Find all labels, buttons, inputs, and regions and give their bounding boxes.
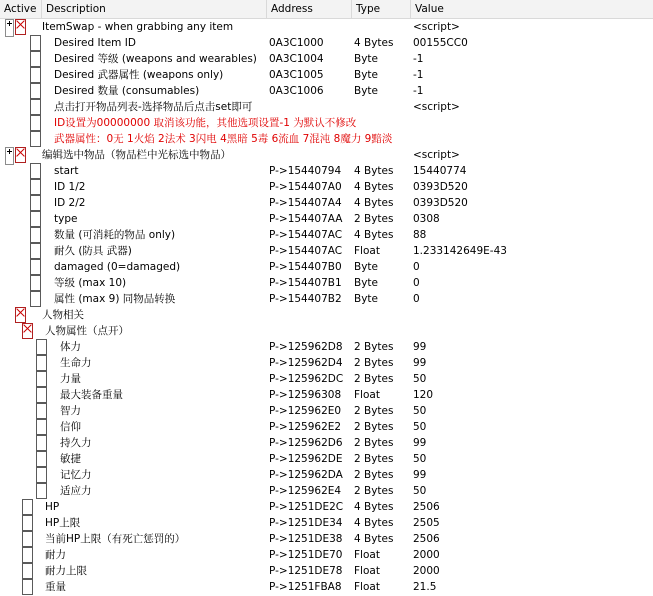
row-description[interactable]: Desired 数量 (consumables) (54, 85, 200, 97)
row-description[interactable]: 耐力上限 (45, 565, 87, 577)
row-address[interactable]: P->125962DC (269, 373, 344, 385)
table-row[interactable] (0, 387, 653, 403)
active-checkbox[interactable] (15, 307, 26, 323)
table-row[interactable] (0, 99, 653, 115)
row-type[interactable]: 4 Bytes (354, 165, 394, 177)
row-type[interactable]: 4 Bytes (354, 533, 394, 545)
row-address[interactable] (269, 323, 351, 339)
row-address[interactable]: P->154407AC (269, 245, 343, 257)
row-type[interactable]: 2 Bytes (354, 373, 394, 385)
row-description[interactable]: 人物相关 (42, 309, 84, 321)
row-address[interactable]: P->125962DA (269, 469, 343, 481)
row-value[interactable]: 0393D520 (413, 181, 468, 193)
active-checkbox[interactable] (30, 195, 41, 211)
row-value[interactable]: 2505 (413, 517, 440, 529)
row-value[interactable]: 99 (413, 357, 427, 369)
row-type[interactable]: 4 Bytes (354, 517, 394, 529)
active-checkbox[interactable] (30, 131, 41, 147)
row-description[interactable]: 耐久 (防具 武器) (54, 245, 132, 257)
active-checkbox[interactable] (15, 147, 26, 163)
row-description[interactable]: 适应力 (60, 485, 92, 497)
row-address[interactable] (269, 147, 351, 163)
table-row[interactable] (0, 419, 653, 435)
table-row[interactable] (0, 259, 653, 275)
row-address[interactable] (269, 115, 351, 131)
table-row[interactable] (0, 451, 653, 467)
active-checkbox[interactable] (22, 563, 33, 579)
row-address[interactable]: P->125962D8 (269, 341, 343, 353)
row-description[interactable]: 体力 (60, 341, 81, 353)
active-checkbox[interactable] (30, 115, 41, 131)
row-value[interactable]: 0 (413, 277, 420, 289)
row-address[interactable]: 0A3C1005 (269, 69, 324, 81)
row-type[interactable]: Float (354, 581, 380, 593)
row-description[interactable]: HP (45, 501, 60, 513)
active-checkbox[interactable] (30, 179, 41, 195)
row-description[interactable]: 数量 (可消耗的物品 only) (54, 229, 176, 241)
row-address[interactable] (269, 99, 351, 115)
table-row[interactable] (0, 19, 653, 35)
table-row[interactable] (0, 467, 653, 483)
active-checkbox[interactable] (30, 51, 41, 67)
row-value[interactable]: -1 (413, 69, 424, 81)
active-checkbox[interactable] (36, 371, 47, 387)
row-address[interactable]: P->15440794 (269, 165, 342, 177)
row-description[interactable]: 智力 (60, 405, 81, 417)
row-type[interactable]: Byte (354, 261, 378, 273)
row-address[interactable]: P->1251DE2C (269, 501, 344, 513)
active-checkbox[interactable] (36, 483, 47, 499)
active-checkbox[interactable] (36, 467, 47, 483)
row-address[interactable]: P->154407B1 (269, 277, 342, 289)
row-address[interactable]: P->125962D4 (269, 357, 343, 369)
row-type[interactable]: 2 Bytes (354, 453, 394, 465)
row-address[interactable]: P->125962DE (269, 453, 343, 465)
row-type[interactable]: 4 Bytes (354, 197, 394, 209)
row-type[interactable] (354, 115, 410, 131)
row-description[interactable]: 人物属性（点开） (45, 325, 129, 337)
row-address[interactable]: P->125962D6 (269, 437, 343, 449)
row-description[interactable]: 重量 (45, 581, 66, 593)
table-row[interactable] (0, 195, 653, 211)
active-checkbox[interactable] (30, 243, 41, 259)
row-type[interactable]: 4 Bytes (354, 229, 394, 241)
row-description[interactable]: 敏捷 (60, 453, 81, 465)
table-row[interactable] (0, 499, 653, 515)
active-checkbox[interactable] (36, 339, 47, 355)
row-type[interactable] (354, 323, 410, 339)
row-type[interactable] (354, 19, 410, 35)
row-type[interactable]: 2 Bytes (354, 437, 394, 449)
active-checkbox[interactable] (22, 547, 33, 563)
row-value[interactable]: 99 (413, 341, 427, 353)
row-description[interactable]: 最大装备重量 (60, 389, 123, 401)
column-address[interactable]: Address (267, 0, 352, 18)
row-value[interactable]: 00155CC0 (413, 37, 468, 49)
row-value[interactable]: 15440774 (413, 165, 467, 177)
row-type[interactable] (354, 147, 410, 163)
row-value[interactable]: 0308 (413, 213, 440, 225)
row-description[interactable]: 力量 (60, 373, 81, 385)
table-row[interactable] (0, 323, 653, 339)
column-type[interactable]: Type (352, 0, 411, 18)
column-header (0, 0, 653, 19)
row-type[interactable]: 2 Bytes (354, 405, 394, 417)
row-value[interactable]: 120 (413, 389, 434, 401)
row-description[interactable]: 等级 (max 10) (54, 277, 127, 289)
row-description[interactable]: Desired 等级 (weapons and wearables) (54, 53, 257, 65)
row-address[interactable]: P->1251DE34 (269, 517, 343, 529)
row-type[interactable]: 2 Bytes (354, 341, 394, 353)
row-value[interactable]: 0 (413, 293, 420, 305)
row-address[interactable]: P->1251DE38 (269, 533, 343, 545)
row-type[interactable]: 2 Bytes (354, 213, 394, 225)
column-active[interactable]: Active (0, 0, 42, 18)
row-value[interactable]: -1 (413, 53, 424, 65)
table-row[interactable] (0, 275, 653, 291)
active-checkbox[interactable] (15, 19, 26, 35)
row-type[interactable]: Float (354, 389, 380, 401)
row-value[interactable]: 2000 (413, 565, 440, 577)
table-row[interactable] (0, 83, 653, 99)
row-type[interactable]: Byte (354, 293, 378, 305)
table-row[interactable] (0, 51, 653, 67)
row-value[interactable]: 50 (413, 405, 427, 417)
column-value[interactable]: Value (415, 3, 444, 15)
row-description[interactable]: 耐力 (45, 549, 66, 561)
row-value[interactable]: 50 (413, 453, 427, 465)
row-description[interactable]: ID设置为00000000 取消该功能，其他选项设置-1 为默认不修改 (54, 117, 357, 129)
row-address[interactable]: 0A3C1006 (269, 85, 324, 97)
row-address[interactable]: P->1251DE78 (269, 565, 343, 577)
active-checkbox[interactable] (30, 163, 41, 179)
active-checkbox[interactable] (30, 67, 41, 83)
row-type[interactable]: Float (354, 549, 380, 561)
row-type[interactable]: 2 Bytes (354, 469, 394, 481)
row-value[interactable]: 21.5 (413, 581, 437, 593)
table-row[interactable] (0, 179, 653, 195)
row-address[interactable]: P->12596308 (269, 389, 342, 401)
row-value[interactable]: 99 (413, 469, 427, 481)
row-address[interactable]: 0A3C1004 (269, 53, 324, 65)
row-type[interactable] (354, 307, 410, 323)
active-checkbox[interactable] (22, 579, 33, 595)
row-value[interactable]: 50 (413, 373, 427, 385)
row-type[interactable]: Float (354, 565, 380, 577)
row-description[interactable]: 持久力 (60, 437, 92, 449)
row-description[interactable]: damaged (0=damaged) (54, 261, 181, 273)
row-address[interactable]: P->125962E2 (269, 421, 342, 433)
active-checkbox[interactable] (30, 83, 41, 99)
table-row[interactable] (0, 371, 653, 387)
active-checkbox[interactable] (22, 323, 33, 339)
active-checkbox[interactable] (22, 515, 33, 531)
row-type[interactable]: 4 Bytes (354, 37, 394, 49)
row-address[interactable]: P->154407B0 (269, 261, 342, 273)
row-value[interactable]: 0 (413, 261, 420, 273)
row-description[interactable]: 武器属性：0无 1火焰 2法术 3闪电 4黑暗 5毒 6流血 7混沌 8魔力 9黯淡 (54, 133, 393, 145)
table-row[interactable] (0, 355, 653, 371)
row-address[interactable]: P->154407A0 (269, 181, 342, 193)
row-type[interactable]: 4 Bytes (354, 501, 394, 513)
row-address[interactable]: P->125962E0 (269, 405, 342, 417)
row-value[interactable] (413, 307, 651, 323)
active-checkbox[interactable] (30, 291, 41, 307)
row-description[interactable]: 当前HP上限（有死亡惩罚的） (45, 533, 186, 545)
row-value[interactable]: 2506 (413, 533, 440, 545)
row-value[interactable]: <script> (413, 149, 460, 161)
row-value[interactable]: 0393D520 (413, 197, 468, 209)
row-address[interactable]: 0A3C1000 (269, 37, 324, 49)
row-description[interactable]: 信仰 (60, 421, 81, 433)
row-address[interactable]: P->125962E4 (269, 485, 342, 497)
row-value[interactable] (413, 131, 651, 147)
row-description[interactable]: 生命力 (60, 357, 92, 369)
row-type[interactable]: 2 Bytes (354, 421, 394, 433)
row-value[interactable]: 2000 (413, 549, 440, 561)
row-address[interactable]: P->1251FBA8 (269, 581, 342, 593)
row-type[interactable]: 2 Bytes (354, 485, 394, 497)
active-checkbox[interactable] (30, 275, 41, 291)
row-description[interactable]: 编辑选中物品（物品栏中光标选中物品） (42, 149, 231, 161)
row-type[interactable] (354, 131, 410, 147)
row-description[interactable]: HP上限 (45, 517, 81, 529)
row-address[interactable]: P->154407AA (269, 213, 343, 225)
row-value[interactable] (413, 323, 651, 339)
active-checkbox[interactable] (36, 403, 47, 419)
active-checkbox[interactable] (36, 435, 47, 451)
row-description[interactable]: type (54, 213, 78, 225)
table-row[interactable] (0, 243, 653, 259)
active-checkbox[interactable] (30, 35, 41, 51)
row-value[interactable]: <script> (413, 101, 460, 113)
table-row[interactable] (0, 483, 653, 499)
table-row[interactable] (0, 211, 653, 227)
row-value[interactable]: <script> (413, 21, 460, 33)
table-row[interactable] (0, 227, 653, 243)
table-row[interactable] (0, 515, 653, 531)
row-value[interactable]: 1.233142649E-43 (413, 245, 507, 257)
table-row[interactable] (0, 339, 653, 355)
table-row[interactable] (0, 291, 653, 307)
active-checkbox[interactable] (22, 499, 33, 515)
row-description[interactable]: Desired 武器属性 (weapons only) (54, 69, 224, 81)
row-address[interactable] (269, 19, 351, 35)
table-row[interactable] (0, 67, 653, 83)
row-description[interactable]: ID 2/2 (54, 197, 86, 209)
row-address[interactable] (269, 131, 351, 147)
active-checkbox[interactable] (36, 419, 47, 435)
table-row[interactable] (0, 435, 653, 451)
row-description[interactable]: ItemSwap - when grabbing any item (42, 21, 234, 33)
table-row[interactable] (0, 307, 653, 323)
row-description[interactable]: 记忆力 (60, 469, 92, 481)
row-address[interactable]: P->1251DE70 (269, 549, 343, 561)
table-row[interactable] (0, 579, 653, 595)
row-value[interactable]: 99 (413, 437, 427, 449)
table-row[interactable] (0, 403, 653, 419)
table-row[interactable] (0, 115, 653, 131)
row-value[interactable]: 50 (413, 421, 427, 433)
row-type[interactable]: 2 Bytes (354, 357, 394, 369)
row-value[interactable]: -1 (413, 85, 424, 97)
row-address[interactable]: P->154407A4 (269, 197, 342, 209)
active-checkbox[interactable] (30, 211, 41, 227)
row-type[interactable]: Byte (354, 277, 378, 289)
row-value[interactable] (413, 115, 651, 131)
row-value[interactable]: 50 (413, 485, 427, 497)
row-address[interactable]: P->154407B2 (269, 293, 342, 305)
active-checkbox[interactable] (22, 531, 33, 547)
row-address[interactable] (269, 307, 351, 323)
active-checkbox[interactable] (30, 99, 41, 115)
active-checkbox[interactable] (36, 355, 47, 371)
row-type[interactable]: Byte (354, 69, 378, 81)
row-type[interactable] (354, 99, 410, 115)
row-description[interactable]: start (54, 165, 79, 177)
row-address[interactable]: P->154407AC (269, 229, 343, 241)
row-value[interactable]: 88 (413, 229, 427, 241)
table-row[interactable] (0, 163, 653, 179)
row-description[interactable]: ID 1/2 (54, 181, 86, 193)
row-description[interactable]: 属性 (max 9) 同物品转换 (54, 293, 176, 305)
row-type[interactable]: 4 Bytes (354, 181, 394, 193)
active-checkbox[interactable] (30, 227, 41, 243)
row-value[interactable]: 2506 (413, 501, 440, 513)
column-description[interactable]: Description (42, 0, 267, 18)
table-row[interactable] (0, 131, 653, 147)
active-checkbox[interactable] (36, 451, 47, 467)
row-description[interactable]: Desired Item ID (54, 37, 136, 49)
table-row[interactable] (0, 547, 653, 563)
row-description[interactable]: 点击打开物品列表-选择物品后点击set即可 (54, 101, 253, 113)
table-row[interactable] (0, 531, 653, 547)
row-type[interactable]: Byte (354, 53, 378, 65)
row-type[interactable]: Float (354, 245, 380, 257)
table-row[interactable] (0, 35, 653, 51)
row-type[interactable]: Byte (354, 85, 378, 97)
active-checkbox[interactable] (36, 387, 47, 403)
table-row[interactable] (0, 563, 653, 579)
table-row[interactable] (0, 147, 653, 163)
active-checkbox[interactable] (30, 259, 41, 275)
